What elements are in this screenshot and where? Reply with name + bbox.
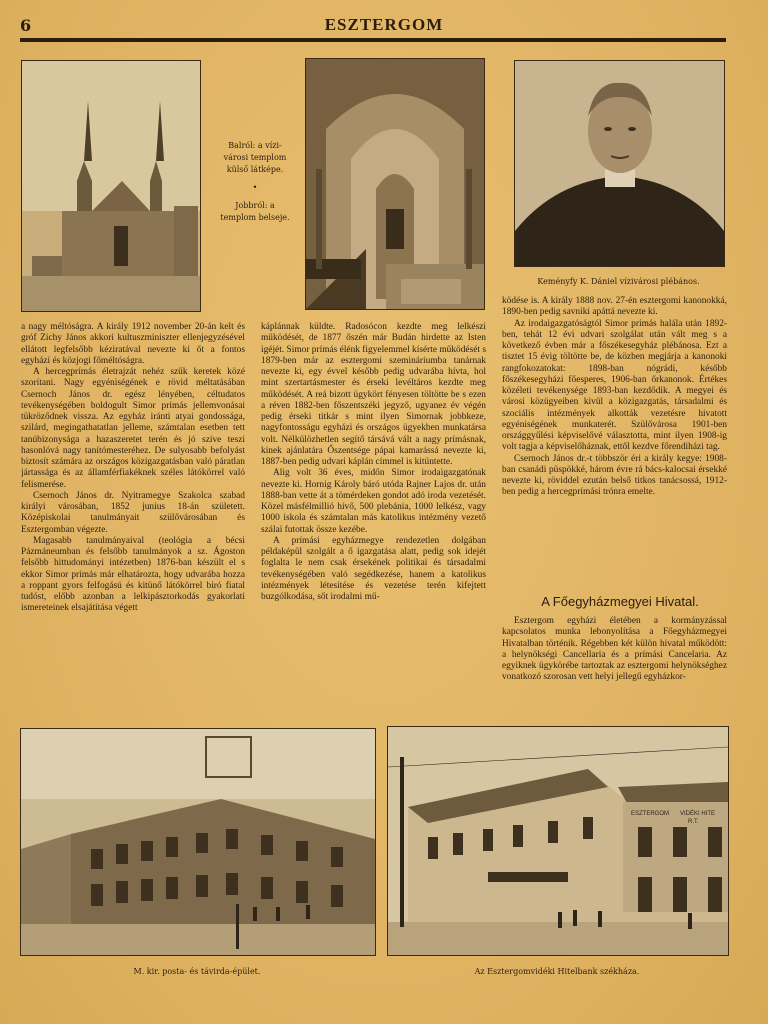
- church-captions: [210, 140, 300, 230]
- paragraph: Alig volt 36 éves, midőn Simor irodaigazgatónak nevezte ki. Hornig Károly báró utóda Rajner Lajos dr. után 1888-ban vette át a tömérdeken gondot adó iroda vezetését. Közel másfélmillió hívő, 500 plebánia, 1000 lelkész, vagy 1000 iskola és számtalan más katolikus intézmény vezető szálai futottak össze kezébe.: [261, 468, 486, 535]
- caption-left-line-3: külső látképe.: [226, 165, 284, 174]
- paragraph: Az irodaigazgatóságtól Simor prímás halála után 1892-ben, tehát 12 évi udvari szolgálat után vált meg s a következő évben már a főszékesegyház plébánosa. Ezt a tisztet 15 évig töltötte be, de közben megjárja a kanonoki rangfokozatokat: 1898-ban nógrádi, később főszékesegyházi főesperes, 1906-ban őrkanonok. Értékes közéleti tevékenysége 1893-ban kezdődik. A megyei és városi közügyeiben kivül a közigazgatás, társadalmi és szociális intézmények alkották vezetésre hivatott egyéniségének munkaterét. Szülővárosa 1901-ben országgyűlési képviselővé választotta, mint ilyen 1908-ig volt tagja a képviselőháznak, ettől kezdve főrendiházi tag.: [502, 318, 727, 453]
- church-exterior-photo: [21, 60, 201, 312]
- paragraph: Magasabb tanulmányaival (teológia a bécsi Pázmáneumban és felsőbb tanulmányok a sz. Ágoston felsőbb hittudományi intézetben) 1876-ban készült el s ekkor Simor prímás már elhatározta, hogy udvarába hozza a roppant gyors felfogású és kitünő látókörrel biró fiatal tudóst, előbb azonban a lelkipásztorkodás gyakorlati ismereteinek elsajátítása végett: [21, 535, 245, 614]
- section-heading: A Főegyházmegyei Hivatal.: [541, 594, 699, 609]
- caption-right-line-1: Jobbról: a: [235, 201, 275, 210]
- article-column-3b: [502, 616, 727, 718]
- bank-sign-1: ESZTERGOM: [631, 811, 670, 817]
- post-office-photo: [20, 728, 376, 956]
- paragraph: A prímási egyházmegye rendezetlen dolgában példaképül szolgált a ő igazgatása alatt, pedig sok idejét foglalta le nem csak érsekének politikai és társadalmi tevékenységében való segédkezése, hanem a katolikus intézmények létesítése és vezetése terén kifejtett buzgólkodása, sőt irodalmi mű-: [261, 535, 486, 602]
- header-rule: [20, 38, 726, 42]
- bank-caption: Az Esztergomvidéki Hitelbank székháza.: [474, 967, 640, 976]
- paragraph: Esztergom egyházi életében a kormányzással kapcsolatos munka lebonyolítása a Főegyházmegyei Hivatalban történik. Régebben két külön hivatal működött: a helynökségi Cancellaria és a prímási Cancelaria. Az egyiknek ügykörébe tartoztak az esztergomi helynökséghez vonatkozó szorosan vett helyi jellegű egyházkor-: [502, 616, 727, 683]
- paragraph: káplánnak küldte. Radosócon kezdte meg lelkészi működését, de 1877 őszén már Budán hirdette az Isten igéjét. Simor prímás élénk figyelemmel kísérte működését s 1879-ben már az esztergomi szemináriumba tanárnak nevezte ki, egy évvel később pedig udvarába hívta, hol mint szertartásmester és érseki levéltáros kezdte meg működését. A reá bizott ügykört fényesen töltötte be s ezen a réven 1882-ben főszentszéki jegyző, ugyanez év végén pedig érseki titkár s mint ilyen Simornak jobbkeze, nagyfontosságu egyházi és országos ügyekben munkatársa volt. Nélkülözhetlen segítő társává vált a nagy prímásnak, kinek ajánlatára Őszentsége pápai kamarássá nevezte ki, 1887-ben pedig udvari káplán címmel is kitüntette.: [261, 322, 486, 467]
- paragraph: a nagy méltóságra. A király 1912 november 20-án kelt és gróf Zichy János akkori kultuszminiszter ellenjegyzésével ellátott legfelsőbb kéziratával nevezte ki őt a fontos egyházi és közjogi főméltóságra.: [21, 322, 245, 366]
- article-column-2: [261, 322, 486, 718]
- article-column-1: [21, 322, 245, 718]
- priest-portrait-photo: [514, 60, 725, 267]
- bank-sign-3: R.T.: [688, 819, 699, 825]
- portrait-caption: Keményfy K. Dániel vízivárosi plébános.: [537, 277, 700, 286]
- bank-sign-2: VIDÉKI HITE: [680, 811, 716, 817]
- church-interior-photo: [305, 58, 485, 310]
- paragraph: Csernoch János dr. Nyitramegye Szakolca szabad királyi városában, 1852 junius 18-án született. Középiskolai tanulmányait szülővárosában és Esztergomban végezte.: [21, 490, 245, 535]
- page-number: 6: [20, 16, 32, 35]
- caption-left-line-1: Balról: a vízi-: [228, 141, 282, 150]
- article-column-3: [502, 296, 727, 586]
- paragraph: A hercegprímás életrajzát nehéz szűk keretek közé szorítani. Nagy egyéniségének e rövid méltatásában Csernoch János dr. egész lényében, céltudatos tevékenységében boldogult Simor prímás jellemvonásai tükröződnek vissza. Az egyház iránti atyai gondossága, szilárd, megingathatatlan jelleme, számtalan esetben tett tanúbizonysága a hazaszeretet terén és jó szíve teszi hasonlóvá nagy tanítómesteréhez. De sulyosabb befolyást biztosít számára az országos közigazgatásban való páratlan jártassága és az államférfiakéknek széles látókörrel való felismerése.: [21, 367, 245, 490]
- bank-building-photo: [387, 726, 729, 956]
- post-office-caption: M. kir. posta- és távirda-épület.: [133, 967, 261, 976]
- caption-right-line-2: templom belseje.: [220, 213, 290, 222]
- masthead-title: ESZTERGOM: [324, 15, 444, 34]
- paragraph: Csernoch János dr.-t többször éri a király kegye: 1908-ban csanádi püspökké, három évre rá bács-kalocsai érsekké nevezte ki, röviddel ezután belső titkos tanácsossá, 1912-ben pedig a hercegprímási trónra emelte.: [502, 453, 727, 498]
- paragraph: ködése is. A király 1888 nov. 27-én esztergomi kanonokká, 1890-ben pedig savniki apáttá nevezte ki.: [502, 296, 727, 318]
- caption-left-line-2: városi templom: [223, 153, 287, 162]
- caption-bullet: •: [252, 183, 258, 192]
